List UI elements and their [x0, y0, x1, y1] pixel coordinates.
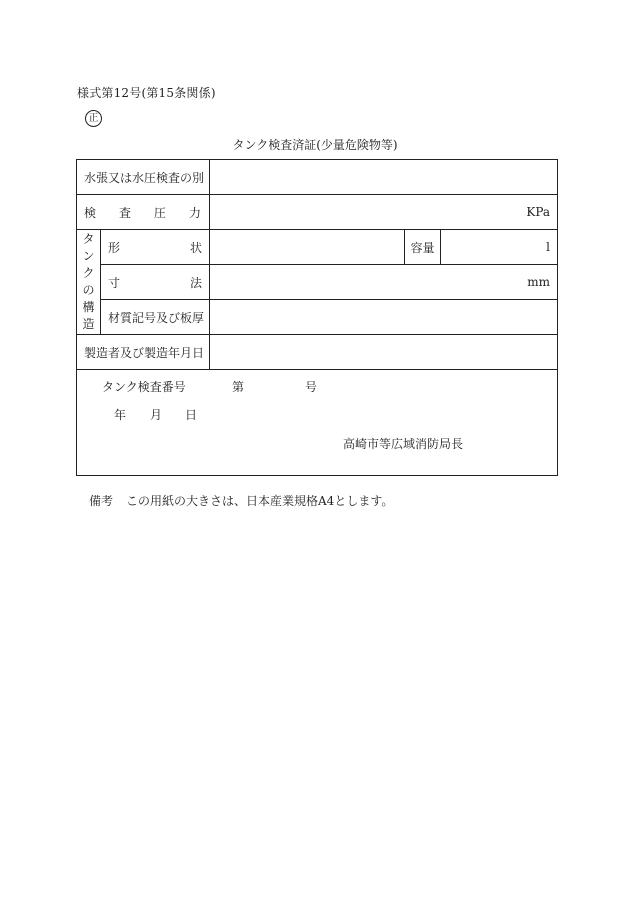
table-row-shape [77, 230, 558, 265]
issuer-name: 高崎市等広域消防局長 [343, 437, 464, 451]
test-pressure-char-3: 圧 [154, 205, 167, 220]
manufacturer-label: 製造者及び製造年月日 [77, 335, 210, 370]
test-pressure-unit: KPa [526, 205, 551, 219]
date-day: 日 [185, 408, 198, 422]
inspection-number-go: 号 [305, 380, 318, 394]
tank-structure-group-label [77, 230, 101, 335]
form-number: 様式第12号(第15条関係) [77, 86, 216, 100]
table-row-test-pressure [77, 195, 558, 230]
dimensions-value[interactable] [210, 265, 558, 300]
test-pressure-value[interactable] [210, 195, 558, 230]
shape-label [101, 230, 210, 265]
capacity-unit: l [546, 240, 551, 254]
remarks [89, 492, 393, 509]
table-row-manufacturer [77, 335, 558, 370]
test-pressure-char-1: 検 [84, 205, 97, 220]
table-row-inspection [77, 370, 558, 476]
inspection-number-label: タンク検査番号 [102, 380, 186, 394]
dimensions-label [101, 265, 210, 300]
shape-char-1: 形 [108, 240, 121, 255]
manufacturer-value[interactable] [210, 335, 558, 370]
remarks-text: この用紙の大きさは、日本産業規格A4とします。 [126, 494, 394, 508]
inspection-cell [77, 370, 558, 476]
material-value[interactable] [210, 300, 558, 335]
date-month: 月 [150, 408, 163, 422]
date-year: 年 [114, 408, 127, 422]
document-title: タンク検査済証(少量危険物等) [232, 138, 398, 152]
dimensions-char-2: 法 [190, 275, 203, 290]
capacity-value[interactable] [441, 230, 558, 265]
shape-value[interactable] [210, 230, 405, 265]
table-row-material [77, 300, 558, 335]
capacity-label: 容量 [405, 230, 441, 265]
test-pressure-char-4: 力 [189, 205, 202, 220]
table-row-test-type [77, 160, 558, 195]
certificate-table [76, 159, 558, 476]
test-type-label: 水張又は水圧検査の別 [77, 160, 210, 195]
test-pressure-label [77, 195, 210, 230]
tank-structure-label: タンクの構造 [82, 232, 95, 331]
dimensions-unit: mm [527, 275, 551, 289]
test-type-value[interactable] [210, 160, 558, 195]
dimensions-char-1: 寸 [108, 275, 121, 290]
test-pressure-char-2: 査 [119, 205, 132, 220]
inspection-number-dai: 第 [232, 380, 245, 394]
table-row-dimensions [77, 265, 558, 300]
shape-char-2: 状 [190, 240, 203, 255]
sei-circled-mark: 正 [85, 110, 102, 127]
material-label: 材質記号及び板厚 [101, 300, 210, 335]
remarks-label: 備考 [89, 494, 114, 508]
